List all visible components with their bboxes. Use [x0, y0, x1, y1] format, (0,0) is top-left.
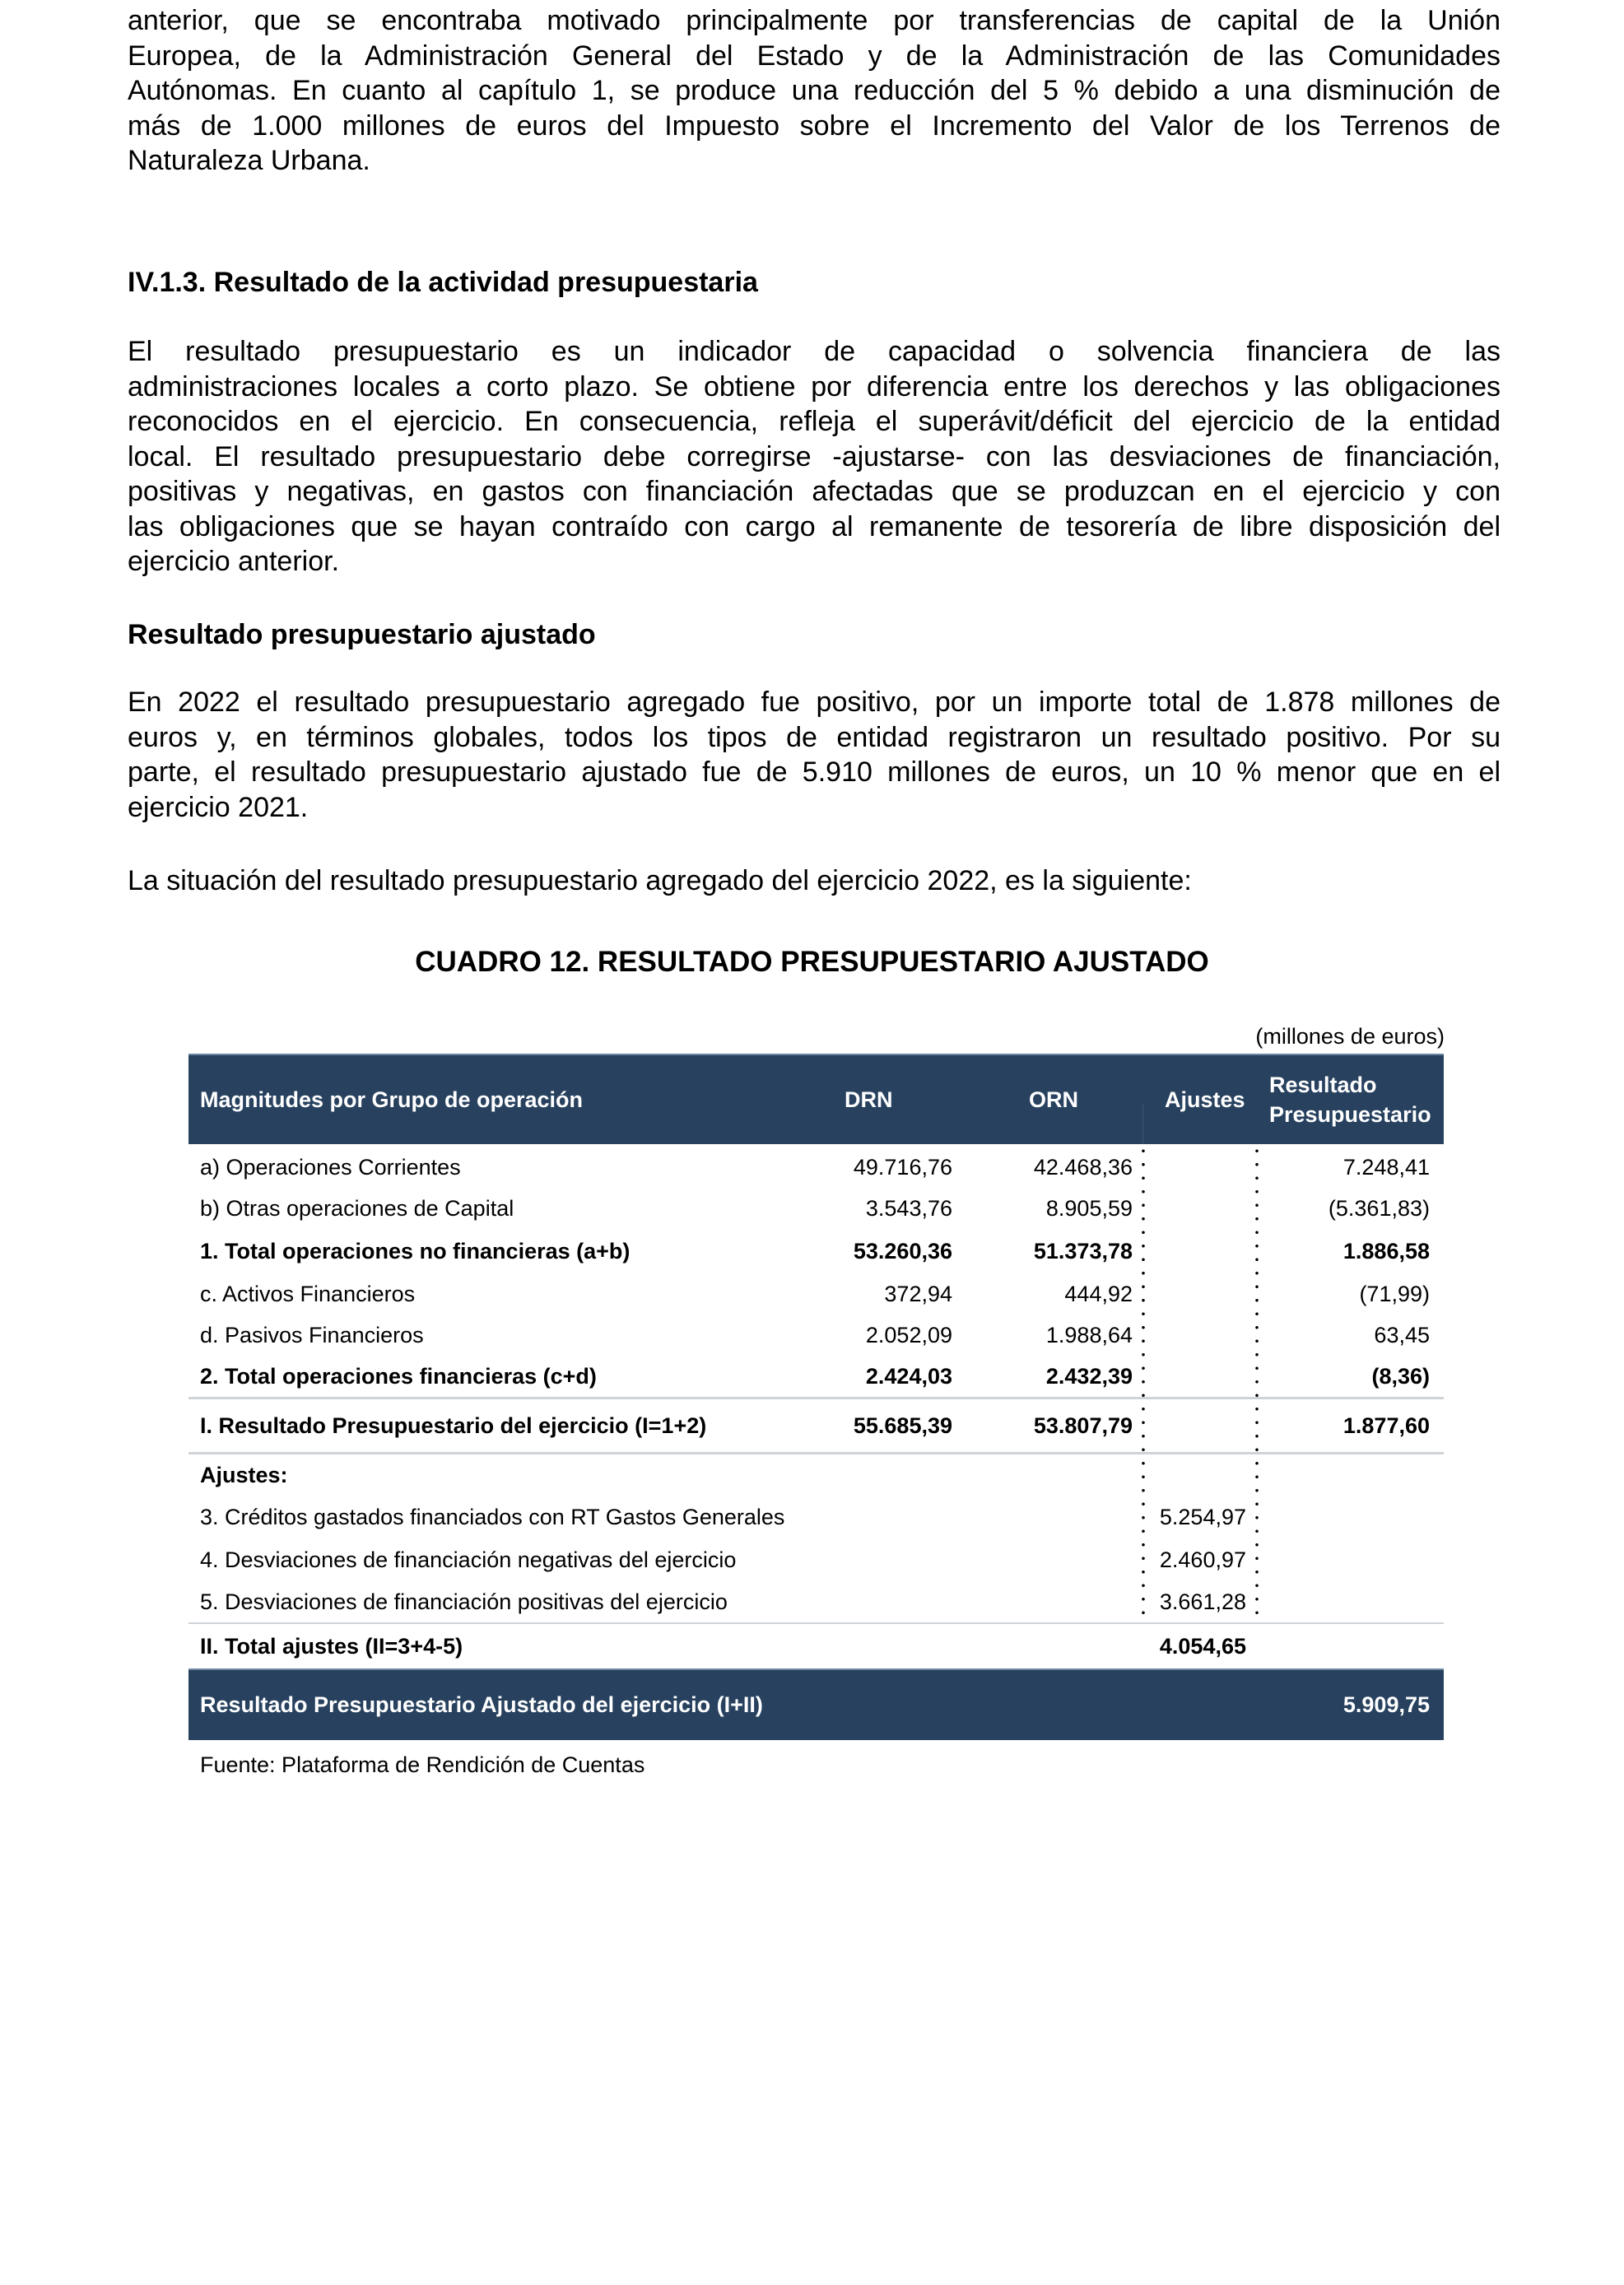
- drn-value: 2.424,03: [865, 1363, 952, 1389]
- paragraph-line: más de 1.000 millones de euros del Impuesto sobre el Incremento del Valor de los Terrenos de: [128, 109, 1501, 142]
- header-drn: DRN: [845, 1087, 893, 1112]
- table-header: [188, 1054, 1444, 1144]
- row-label: 3. Créditos gastados financiados con RT Gastos Generales: [200, 1504, 785, 1529]
- drn-value: 3.543,76: [865, 1195, 952, 1221]
- paragraph-line: administraciones locales a corto plazo. Se obtiene por diferencia entre los derechos y las obligaciones: [128, 370, 1501, 403]
- row-label: 1. Total operaciones no financieras (a+b): [200, 1238, 631, 1263]
- table-source: Fuente: Plataforma de Rendición de Cuentas: [200, 1752, 645, 1777]
- resultado-value: (5.361,83): [1328, 1195, 1430, 1221]
- intro-paragraph: [128, 3, 1501, 179]
- orn-value: 42.468,36: [1033, 1154, 1133, 1180]
- paragraph-line: En 2022 el resultado presupuestario agregado fue positivo, por un importe total de 1.878 millones de: [128, 686, 1501, 718]
- table-row: [188, 1188, 1444, 1229]
- footer-label: Resultado Presupuestario Ajustado del ejercicio (I+II): [200, 1692, 763, 1717]
- summary-paragraph: [128, 685, 1501, 825]
- header-orn: ORN: [1029, 1087, 1078, 1112]
- header-resultado-line2: Presupuestario: [1269, 1102, 1431, 1127]
- orn-value: 8.905,59: [1045, 1195, 1133, 1221]
- row-label: a) Operaciones Corrientes: [200, 1154, 461, 1180]
- orn-value: 444,92: [1064, 1281, 1133, 1306]
- table-row-ajustes-heading: [188, 1454, 1444, 1496]
- orn-value: 2.432,39: [1045, 1363, 1133, 1389]
- resultado-value: (8,36): [1371, 1363, 1430, 1389]
- header-ajustes: Ajustes: [1165, 1087, 1245, 1112]
- row-label: II. Total ajustes (II=3+4-5): [200, 1633, 463, 1659]
- drn-value: 53.260,36: [853, 1238, 952, 1263]
- definition-paragraph: [128, 334, 1501, 579]
- row-label: b) Otras operaciones de Capital: [200, 1195, 514, 1221]
- orn-value: 53.807,79: [1033, 1412, 1133, 1438]
- drn-value: 49.716,76: [853, 1154, 952, 1180]
- orn-value: 51.373,78: [1033, 1238, 1133, 1263]
- table-row-total: [188, 1356, 1444, 1397]
- table-row: [188, 1581, 1444, 1622]
- table-row-total-ajustes: [188, 1624, 1444, 1668]
- paragraph-line: euros y, en términos globales, todos los tipos de entidad registraron un resultado positivo. Por su: [128, 721, 1501, 753]
- budget-result-table: [188, 1054, 1444, 1740]
- paragraph-line: ejercicio anterior.: [128, 546, 340, 577]
- table-row: [188, 1273, 1444, 1315]
- paragraph-line: positivas y negativas, en gastos con financiación afectadas que se produzcan en el ejercicio y con: [128, 476, 1501, 507]
- table-row-result: [188, 1399, 1444, 1452]
- header-magnitudes: Magnitudes por Grupo de operación: [200, 1087, 584, 1112]
- table-row: [188, 1147, 1444, 1188]
- paragraph-line: local. El resultado presupuestario debe corregirse -ajustarse- con las desviaciones de financiación,: [128, 440, 1501, 472]
- paragraph-line: Naturaleza Urbana.: [128, 145, 370, 176]
- drn-value: 372,94: [884, 1281, 952, 1306]
- ajustes-value: 2.460,97: [1159, 1547, 1246, 1572]
- resultado-value: 1.877,60: [1342, 1412, 1430, 1438]
- table-units: (millones de euros): [1255, 1024, 1445, 1049]
- ajustes-value: 5.254,97: [1159, 1504, 1246, 1529]
- paragraph-line: ejercicio 2021.: [128, 791, 309, 823]
- table-title: CUADRO 12. RESULTADO PRESUPUESTARIO AJUSTADO: [415, 946, 1209, 978]
- paragraph-line: El resultado presupuestario es un indicador de capacidad o solvencia financiera de las: [128, 336, 1501, 367]
- subheading: Resultado presupuestario ajustado: [128, 619, 596, 650]
- paragraph-line: anterior, que se encontraba motivado principalmente por transferencias de capital de la Unión: [128, 5, 1501, 36]
- row-label: c. Activos Financieros: [200, 1281, 416, 1306]
- lead-in-text: La situación del resultado presupuestario agregado del ejercicio 2022, es la siguiente:: [128, 865, 1192, 896]
- ajustes-value: 4.054,65: [1159, 1633, 1246, 1659]
- resultado-value: 7.248,41: [1342, 1154, 1430, 1180]
- drn-value: 2.052,09: [865, 1322, 952, 1347]
- table-footer-total: [188, 1668, 1444, 1740]
- table-row: [188, 1315, 1444, 1356]
- resultado-value: 1.886,58: [1342, 1238, 1430, 1263]
- resultado-value: (71,99): [1359, 1281, 1430, 1306]
- footer-value: 5.909,75: [1342, 1692, 1430, 1717]
- resultado-value: 63,45: [1374, 1322, 1430, 1347]
- paragraph-line: las obligaciones que se hayan contraído con cargo al remanente de tesorería de libre disposición del: [128, 510, 1501, 542]
- header-separator: [1142, 1105, 1143, 1144]
- table-row: [188, 1496, 1444, 1538]
- table-row-total: [188, 1229, 1444, 1273]
- drn-value: 55.685,39: [853, 1412, 952, 1438]
- header-resultado-line1: Resultado: [1269, 1073, 1377, 1097]
- row-label: 4. Desviaciones de financiación negativas del ejercicio: [200, 1547, 737, 1572]
- row-label: I. Resultado Presupuestario del ejercicio (I=1+2): [200, 1412, 707, 1438]
- paragraph-line: parte, el resultado presupuestario ajustado fue de 5.910 millones de euros, un 10 % menor que en el: [128, 756, 1501, 788]
- table-row: [188, 1538, 1444, 1581]
- row-label: 2. Total operaciones financieras (c+d): [200, 1363, 597, 1389]
- paragraph-line: Europea, de la Administración General del Estado y de la Administración de las Comunidades: [128, 40, 1501, 72]
- header-resultado: [1269, 1055, 1431, 1144]
- row-label: d. Pasivos Financieros: [200, 1322, 424, 1347]
- section-heading: IV.1.3. Resultado de la actividad presupuestaria: [128, 267, 758, 298]
- paragraph-line: Autónomas. En cuanto al capítulo 1, se produce una reducción del 5 % debido a una disminución de: [128, 75, 1501, 106]
- orn-value: 1.988,64: [1045, 1322, 1133, 1347]
- row-label: Ajustes:: [200, 1462, 288, 1487]
- ajustes-value: 3.661,28: [1159, 1589, 1246, 1614]
- row-label: 5. Desviaciones de financiación positivas del ejercicio: [200, 1589, 728, 1614]
- paragraph-line: reconocidos en el ejercicio. En consecuencia, refleja el superávit/déficit del ejercicio de la entidad: [128, 406, 1501, 437]
